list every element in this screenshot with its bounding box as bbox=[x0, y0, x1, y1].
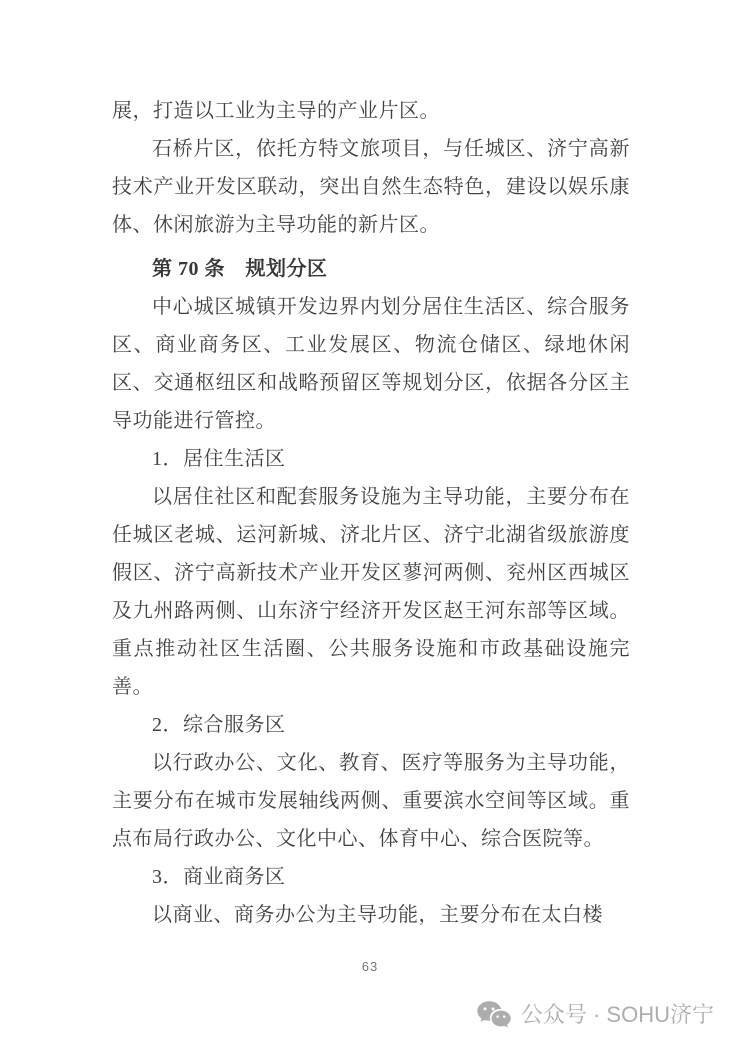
text-line: 1．居住生活区 bbox=[152, 448, 286, 470]
text-line: 任城区老城、运河新城、济北片区、济宁北湖省级旅游度 bbox=[112, 524, 630, 546]
watermark bbox=[476, 999, 714, 1031]
text-line: 展，打造以工业为主导的产业片区。 bbox=[112, 100, 440, 122]
text-line: 体、休闲旅游为主导功能的新片区。 bbox=[112, 214, 440, 236]
article-heading: 第 70 条 规划分区 bbox=[152, 258, 328, 280]
text-line: 主要分布在城市发展轴线两侧、重要滨水空间等区域。重 bbox=[112, 790, 630, 812]
text-line: 重点推动社区生活圈、公共服务设施和市政基础设施完 bbox=[112, 638, 630, 660]
watermark-label: 公众号 · SOHU济宁 bbox=[520, 1002, 714, 1027]
page-number: 63 bbox=[361, 959, 379, 974]
text-line: 导功能进行管控。 bbox=[112, 410, 276, 432]
text-line: 区、交通枢纽区和战略预留区等规划分区，依据各分区主 bbox=[112, 372, 630, 394]
text-line: 区、商业商务区、工业发展区、物流仓储区、绿地休闲 bbox=[112, 334, 630, 356]
text-line: 善。 bbox=[112, 676, 153, 698]
text-line: 以行政办公、文化、教育、医疗等服务为主导功能， bbox=[152, 752, 630, 774]
text-line: 2．综合服务区 bbox=[152, 714, 286, 736]
text-line: 点布局行政办公、文化中心、体育中心、综合医院等。 bbox=[112, 828, 604, 850]
text-line: 中心城区城镇开发边界内划分居住生活区、综合服务 bbox=[152, 296, 630, 318]
text-line: 以居住社区和配套服务设施为主导功能，主要分布在 bbox=[152, 486, 630, 508]
text-line: 技术产业开发区联动，突出自然生态特色，建设以娱乐康 bbox=[112, 176, 630, 198]
text-line: 假区、济宁高新技术产业开发区蓼河两侧、兖州区西城区 bbox=[112, 562, 630, 584]
text-line: 石桥片区，依托方特文旅项目，与任城区、济宁高新 bbox=[152, 138, 630, 160]
text-line: 及九州路两侧、山东济宁经济开发区赵王河东部等区域。 bbox=[112, 600, 630, 622]
wechat-icon bbox=[476, 1000, 512, 1030]
text-block bbox=[112, 92, 630, 934]
text-line: 以商业、商务办公为主导功能，主要分布在太白楼 bbox=[152, 904, 603, 926]
text-line: 3．商业商务区 bbox=[152, 866, 286, 888]
